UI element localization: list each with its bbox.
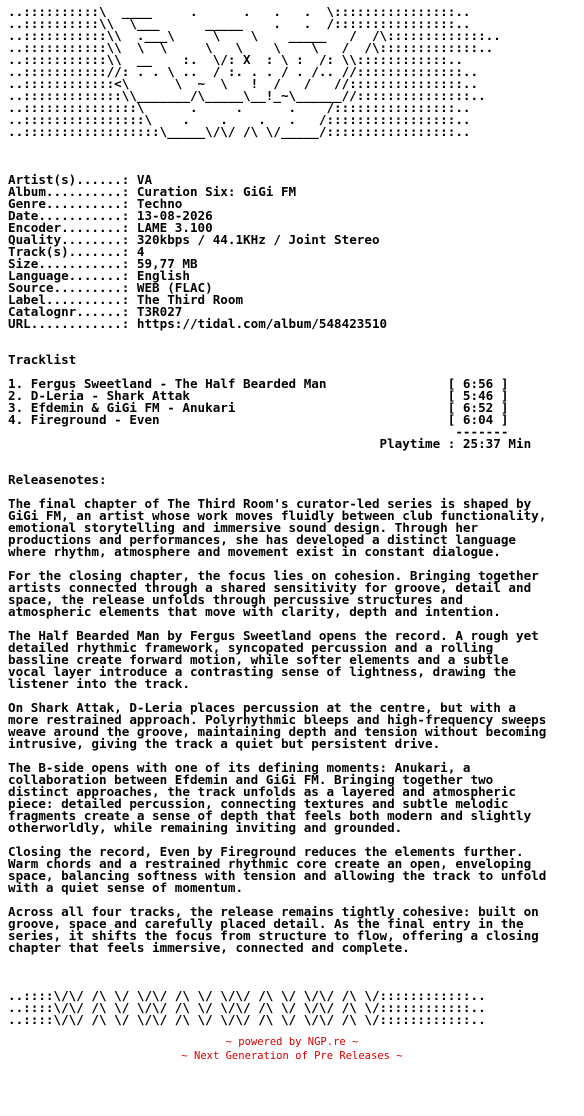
nfo-line (8, 342, 546, 354)
nfo-line: ..::::::::::::::::\ . . . . /:::::::::::::::::.. (8, 112, 471, 127)
nfo-line: Track(s).......: 4 (8, 244, 145, 259)
nfo-line: ..:::::::::::\\ .___\ \ \ _____ / /\:::::::::::::.. (8, 28, 501, 43)
nfo-line: GiGi FM, an artist whose work moves fluidly between club functionality, (8, 508, 547, 523)
nfo-line: Label..........: The Third Room (8, 292, 244, 307)
nfo-line: ..:::::::::::\\ __ :. \/: X : \ : /: \\::::::::::::.. (8, 52, 463, 67)
nfo-line: Source.........: WEB (FLAC) (8, 280, 213, 295)
nfo-line: 3. Efdemin & GiGi FM - Anukari [ 6:52 ] (8, 400, 509, 415)
nfo-line: On Shark Attak, D-Leria places percussion at the centre, but with a (8, 700, 516, 715)
nfo-line (8, 450, 546, 462)
nfo-line: 4. Fireground - Even [ 6:04 ] (8, 412, 509, 427)
nfo-line: Catalognr......: T3R027 (8, 304, 183, 319)
nfo-line: productions and performances, she has developed a distinct language (8, 532, 516, 547)
nfo-line: Warm chords and a restrained rhythmic core create an open, enveloping (8, 856, 532, 871)
nfo-line: distinct approaches, the track unfolds as a layered and atmospheric (8, 784, 516, 799)
nfo-line: ..::::::::::\\ \___ _____ . . /::::::::::::::::.. (8, 16, 471, 31)
nfo-line: vocal layer introduce a contrasting sense of lightness, drawing the (8, 664, 516, 679)
nfo-line: where rhythm, atmosphere and movement exist in constant dialogue. (8, 544, 501, 559)
nfo-line: detailed rhythmic framework, syncopated percussion and a rolling (8, 640, 494, 655)
nfo-line: fragments create a sense of depth that feels both modern and slightly (8, 808, 532, 823)
nfo-line: Closing the record, Even by Fireground reduces the elements further. (8, 844, 524, 859)
nfo-line: with a quiet sense of momentum. (8, 880, 244, 895)
nfo-line: piece: detailed percussion, connecting textures and subtle melodic (8, 796, 509, 811)
nfo-line: The Half Bearded Man by Fergus Sweetland opens the record. A rough yet (8, 628, 539, 643)
nfo-line: Across all four tracks, the release remains tightly cohesive: built on (8, 904, 539, 919)
nfo-line: ..::::::::::\ ____ . . . . \::::::::::::::::.. (8, 4, 471, 19)
footer-tagline: ~ Next Generation of Pre Releases ~ (181, 1050, 403, 1062)
nfo-text-block (8, 6, 546, 1026)
nfo-line: Album..........: Curation Six: GiGi FM (8, 184, 297, 199)
nfo-line: space, balancing softness with tension and allowing the track to unfold (8, 868, 547, 883)
nfo-line: Encoder........: LAME 3.100 (8, 220, 213, 235)
nfo-line: ..:::::::::::::::\ . . . /::::::::::::::::.. (8, 100, 471, 115)
nfo-line: ..::::::::::://: . . \ .. / :. . . / . /.. //::::::::::::::.. (8, 64, 479, 79)
nfo-line (8, 954, 546, 966)
nfo-line: ..:::::::::::::\\_______/\_____\__!_~\______//:::::::::::::::.. (8, 88, 486, 103)
nfo-line: space, the release unfolds through percussive structures and (8, 592, 463, 607)
nfo-line: The final chapter of The Third Room's curator-led series is shaped by (8, 496, 532, 511)
nfo-line: ..:::::::::::\\ \ \ \ \ \ \ / /\:::::::::::::.. (8, 40, 494, 55)
nfo-line: Language.......: English (8, 268, 190, 283)
nfo-line (8, 138, 546, 150)
nfo-line: more restrained approach. Polyrhythmic bleeps and high-frequency sweeps (8, 712, 547, 727)
nfo-line: ..::::\/\/ /\ \/ \/\/ /\ \/ \/\/ /\ \/ \/\/ /\ \/::::::::::::.. (8, 1012, 486, 1027)
nfo-line: bassline create forward motion, while softer elements and a subtle (8, 652, 509, 667)
nfo-line: atmospheric elements that move with clarity, depth and intention. (8, 604, 501, 619)
nfo-line: Date...........: 13-08-2026 (8, 208, 213, 223)
nfo-line: listener into the track. (8, 676, 190, 691)
nfo-line: ..::::::::::::<\ \ ~ \ ! / / //:::::::::::::::.. (8, 76, 479, 91)
footer-powered-by: ~ powered by NGP.re ~ (225, 1036, 359, 1048)
nfo-line: artists connected through a shared sensitivity for groove, detail and (8, 580, 532, 595)
nfo-line: Quality........: 320kbps / 44.1KHz / Joint Stereo (8, 232, 380, 247)
nfo-line: intrusive, giving the track a quiet but persistent drive. (8, 736, 441, 751)
nfo-line: The B-side opens with one of its defining moments: Anukari, a (8, 760, 471, 775)
nfo-line: Releasenotes: (8, 472, 107, 487)
nfo-line (8, 966, 546, 978)
nfo-line: Playtime : 25:37 Min (8, 436, 532, 451)
nfo-line: URL............: https://tidal.com/album/548423510 (8, 316, 388, 331)
nfo-line: ..::::\/\/ /\ \/ \/\/ /\ \/ \/\/ /\ \/ \/\/ /\ \/::::::::::::.. (8, 988, 486, 1003)
nfo-line: groove, space and carefully placed detail. As the final entry in the (8, 916, 524, 931)
nfo-line: Tracklist (8, 352, 77, 367)
nfo-line: For the closing chapter, the focus lies on cohesion. Bringing together (8, 568, 539, 583)
nfo-line: chapter that feels immersive, connected and complete. (8, 940, 410, 955)
nfo-line (8, 150, 546, 162)
nfo-line: ------- (8, 424, 509, 439)
nfo-line: 2. D-Leria - Shark Attak [ 5:46 ] (8, 388, 509, 403)
nfo-line: 1. Fergus Sweetland - The Half Bearded Man [ 6:56 ] (8, 376, 509, 391)
nfo-line: Genre..........: Techno (8, 196, 183, 211)
nfo-line: series, it shifts the focus from structure to flow, offering a closing (8, 928, 539, 943)
nfo-line: otherworldly, while remaining inviting and grounded. (8, 820, 403, 835)
nfo-line (8, 330, 546, 342)
nfo-line: Size...........: 59,77 MB (8, 256, 198, 271)
nfo-line: ..::::\/\/ /\ \/ \/\/ /\ \/ \/\/ /\ \/ \/\/ /\ \/::::::::::::.. (8, 1000, 486, 1015)
nfo-line: weave around the groove, maintaining depth and tension without becoming (8, 724, 547, 739)
nfo-line: collaboration between Efdemin and GiGi FM. Bringing together two (8, 772, 494, 787)
nfo-line: ..::::::::::::::::::\_____\/\/ /\ \/_____/:::::::::::::::::.. (8, 124, 471, 139)
nfo-line: Artist(s)......: VA (8, 172, 153, 187)
nfo-line: emotional storytelling and immersive sound design. Through her (8, 520, 479, 535)
